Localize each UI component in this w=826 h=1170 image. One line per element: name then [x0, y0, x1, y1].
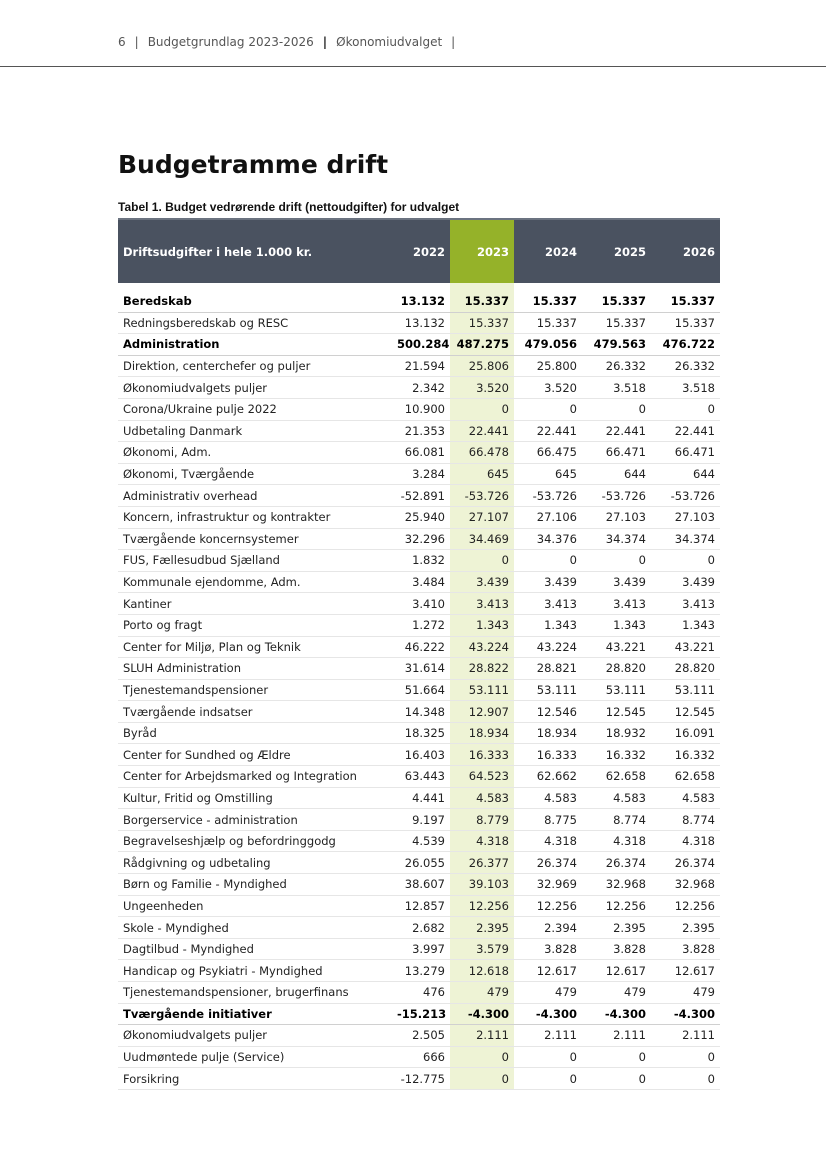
- table-row: [118, 506, 720, 528]
- column-header-2022: 2022: [392, 219, 450, 283]
- value-cell-2024: 32.969: [514, 874, 582, 896]
- value-cell-2023: 12.907: [450, 701, 514, 723]
- value-cell-2023: 3.520: [450, 377, 514, 399]
- value-cell-2023: 4.583: [450, 787, 514, 809]
- column-header-2026: 2026: [651, 219, 720, 283]
- page-header: [0, 0, 826, 67]
- value-cell-2023: 66.478: [450, 442, 514, 464]
- value-cell-2025: 3.518: [582, 377, 651, 399]
- value-cell-2024: 12.617: [514, 960, 582, 982]
- value-cell-2026: 2.111: [651, 1025, 720, 1047]
- value-cell-2026: 28.820: [651, 658, 720, 680]
- value-cell-2022: 26.055: [392, 852, 450, 874]
- value-cell-2026: 43.221: [651, 636, 720, 658]
- value-cell-2026: 27.103: [651, 506, 720, 528]
- value-cell-2022: 12.857: [392, 895, 450, 917]
- value-cell-2024: 479.056: [514, 334, 582, 356]
- value-cell-2026: 1.343: [651, 614, 720, 636]
- value-cell-2023: 12.618: [450, 960, 514, 982]
- table-row: [118, 960, 720, 982]
- value-cell-2026: 0: [651, 1046, 720, 1068]
- value-cell-2022: 476: [392, 982, 450, 1004]
- table-row: [118, 442, 720, 464]
- row-label: Borgerservice - administration: [118, 809, 392, 831]
- table-group-row: [118, 334, 720, 356]
- value-cell-2024: 27.106: [514, 506, 582, 528]
- value-cell-2025: 4.583: [582, 787, 651, 809]
- row-label: Center for Sundhed og Ældre: [118, 744, 392, 766]
- value-cell-2024: 2.394: [514, 917, 582, 939]
- value-cell-2025: 1.343: [582, 614, 651, 636]
- value-cell-2025: 12.617: [582, 960, 651, 982]
- value-cell-2025: 479: [582, 982, 651, 1004]
- row-label: Tjenestemandspensioner: [118, 679, 392, 701]
- value-cell-2026: 62.658: [651, 766, 720, 788]
- value-cell-2022: -52.891: [392, 485, 450, 507]
- value-cell-2022: -15.213: [392, 1003, 450, 1025]
- value-cell-2023: 12.256: [450, 895, 514, 917]
- value-cell-2026: 476.722: [651, 334, 720, 356]
- value-cell-2026: 16.091: [651, 722, 720, 744]
- table-row: [118, 787, 720, 809]
- value-cell-2023: 3.413: [450, 593, 514, 615]
- row-label: Administrativ overhead: [118, 485, 392, 507]
- row-label: Uudmøntede pulje (Service): [118, 1046, 392, 1068]
- row-label: Center for Miljø, Plan og Teknik: [118, 636, 392, 658]
- value-cell-2024: 3.828: [514, 938, 582, 960]
- table-row: [118, 636, 720, 658]
- value-cell-2023: 43.224: [450, 636, 514, 658]
- table-row: [118, 550, 720, 572]
- row-label: Kommunale ejendomme, Adm.: [118, 571, 392, 593]
- value-cell-2026: 0: [651, 398, 720, 420]
- value-cell-2023: 26.377: [450, 852, 514, 874]
- value-cell-2026: 2.395: [651, 917, 720, 939]
- budget-table-container: [118, 218, 720, 1090]
- row-label: Skole - Myndighed: [118, 917, 392, 939]
- value-cell-2022: 18.325: [392, 722, 450, 744]
- value-cell-2023: 4.318: [450, 830, 514, 852]
- value-cell-2025: 16.332: [582, 744, 651, 766]
- value-cell-2025: 26.374: [582, 852, 651, 874]
- section-name: Økonomiudvalget: [336, 35, 443, 49]
- value-cell-2025: 27.103: [582, 506, 651, 528]
- table-row: [118, 658, 720, 680]
- value-cell-2026: 66.471: [651, 442, 720, 464]
- value-cell-2026: 15.337: [651, 312, 720, 334]
- value-cell-2023: 16.333: [450, 744, 514, 766]
- value-cell-2023: 0: [450, 1068, 514, 1090]
- value-cell-2024: 8.775: [514, 809, 582, 831]
- value-cell-2022: 51.664: [392, 679, 450, 701]
- row-label: Beredskab: [118, 291, 392, 312]
- row-label: Udbetaling Danmark: [118, 420, 392, 442]
- value-cell-2023: 15.337: [450, 312, 514, 334]
- table-row: [118, 895, 720, 917]
- row-label: FUS, Fællesudbud Sjælland: [118, 550, 392, 572]
- value-cell-2025: 66.471: [582, 442, 651, 464]
- row-label: Porto og fragt: [118, 614, 392, 636]
- table-row: [118, 679, 720, 701]
- row-label: SLUH Administration: [118, 658, 392, 680]
- value-cell-2022: 3.410: [392, 593, 450, 615]
- value-cell-2025: 8.774: [582, 809, 651, 831]
- value-cell-2022: 16.403: [392, 744, 450, 766]
- value-cell-2025: 12.545: [582, 701, 651, 723]
- table-row: [118, 852, 720, 874]
- value-cell-2025: -4.300: [582, 1003, 651, 1025]
- table-group-row: [118, 1003, 720, 1025]
- table-row: [118, 938, 720, 960]
- value-cell-2026: 3.413: [651, 593, 720, 615]
- row-label: Byråd: [118, 722, 392, 744]
- value-cell-2024: 22.441: [514, 420, 582, 442]
- table-row: [118, 614, 720, 636]
- value-cell-2025: 15.337: [582, 291, 651, 312]
- spacer-cell: [582, 283, 651, 291]
- row-label: Rådgivning og udbetaling: [118, 852, 392, 874]
- value-cell-2026: -53.726: [651, 485, 720, 507]
- value-cell-2026: 0: [651, 1068, 720, 1090]
- value-cell-2024: 479: [514, 982, 582, 1004]
- value-cell-2023: 28.822: [450, 658, 514, 680]
- value-cell-2024: 4.318: [514, 830, 582, 852]
- value-cell-2025: 12.256: [582, 895, 651, 917]
- value-cell-2022: 10.900: [392, 398, 450, 420]
- row-label: Tværgående initiativer: [118, 1003, 392, 1025]
- value-cell-2022: 13.279: [392, 960, 450, 982]
- value-cell-2024: 645: [514, 463, 582, 485]
- value-cell-2022: -12.775: [392, 1068, 450, 1090]
- column-header-label: Driftsudgifter i hele 1.000 kr.: [118, 219, 392, 283]
- value-cell-2025: 62.658: [582, 766, 651, 788]
- value-cell-2022: 38.607: [392, 874, 450, 896]
- column-header-2023: 2023: [450, 219, 514, 283]
- table-row: [118, 917, 720, 939]
- row-label: Børn og Familie - Myndighed: [118, 874, 392, 896]
- value-cell-2023: 8.779: [450, 809, 514, 831]
- table-body: [118, 283, 720, 1089]
- value-cell-2024: 0: [514, 1046, 582, 1068]
- value-cell-2025: 644: [582, 463, 651, 485]
- value-cell-2023: 487.275: [450, 334, 514, 356]
- value-cell-2023: 0: [450, 1046, 514, 1068]
- value-cell-2026: 8.774: [651, 809, 720, 831]
- value-cell-2022: 1.272: [392, 614, 450, 636]
- value-cell-2023: 15.337: [450, 291, 514, 312]
- table-spacer: [118, 283, 720, 291]
- value-cell-2023: 0: [450, 550, 514, 572]
- value-cell-2024: 34.376: [514, 528, 582, 550]
- table-row: [118, 1068, 720, 1090]
- value-cell-2024: 12.256: [514, 895, 582, 917]
- value-cell-2025: 0: [582, 550, 651, 572]
- value-cell-2024: 25.800: [514, 355, 582, 377]
- spacer-cell: [514, 283, 582, 291]
- value-cell-2026: 53.111: [651, 679, 720, 701]
- spacer-cell: [651, 283, 720, 291]
- table-row: [118, 1025, 720, 1047]
- header-separator: |: [451, 35, 456, 49]
- row-label: Begravelseshjælp og befordringgodg: [118, 830, 392, 852]
- value-cell-2022: 25.940: [392, 506, 450, 528]
- value-cell-2023: 0: [450, 398, 514, 420]
- value-cell-2026: -4.300: [651, 1003, 720, 1025]
- value-cell-2023: 34.469: [450, 528, 514, 550]
- value-cell-2024: 43.224: [514, 636, 582, 658]
- value-cell-2022: 63.443: [392, 766, 450, 788]
- page-title: Budgetramme drift: [118, 150, 389, 179]
- value-cell-2024: 0: [514, 1068, 582, 1090]
- value-cell-2025: 18.932: [582, 722, 651, 744]
- table-row: [118, 355, 720, 377]
- value-cell-2025: 0: [582, 398, 651, 420]
- value-cell-2025: 22.441: [582, 420, 651, 442]
- row-label: Kantiner: [118, 593, 392, 615]
- table-row: [118, 722, 720, 744]
- value-cell-2022: 13.132: [392, 312, 450, 334]
- value-cell-2022: 2.342: [392, 377, 450, 399]
- row-label: Tværgående koncernsystemer: [118, 528, 392, 550]
- table-caption: Tabel 1. Budget vedrørende drift (nettoudgifter) for udvalget: [118, 200, 460, 214]
- value-cell-2022: 666: [392, 1046, 450, 1068]
- table-group-row: [118, 291, 720, 312]
- value-cell-2026: 34.374: [651, 528, 720, 550]
- table-row: [118, 982, 720, 1004]
- value-cell-2026: 644: [651, 463, 720, 485]
- value-cell-2025: 0: [582, 1068, 651, 1090]
- value-cell-2022: 1.832: [392, 550, 450, 572]
- value-cell-2023: 53.111: [450, 679, 514, 701]
- table-row: [118, 485, 720, 507]
- value-cell-2023: 27.107: [450, 506, 514, 528]
- spacer-cell: [450, 283, 514, 291]
- row-label: Økonomiudvalgets puljer: [118, 1025, 392, 1047]
- value-cell-2026: 15.337: [651, 291, 720, 312]
- value-cell-2024: 66.475: [514, 442, 582, 464]
- value-cell-2025: 3.439: [582, 571, 651, 593]
- row-label: Ungeenheden: [118, 895, 392, 917]
- value-cell-2025: 43.221: [582, 636, 651, 658]
- value-cell-2024: 15.337: [514, 312, 582, 334]
- value-cell-2022: 4.539: [392, 830, 450, 852]
- value-cell-2025: 34.374: [582, 528, 651, 550]
- document-title: Budgetgrundlag 2023-2026: [147, 35, 314, 49]
- value-cell-2025: 0: [582, 1046, 651, 1068]
- value-cell-2026: 12.617: [651, 960, 720, 982]
- value-cell-2026: 16.332: [651, 744, 720, 766]
- row-label: Kultur, Fritid og Omstilling: [118, 787, 392, 809]
- value-cell-2026: 3.518: [651, 377, 720, 399]
- table-row: [118, 766, 720, 788]
- value-cell-2025: 2.111: [582, 1025, 651, 1047]
- value-cell-2024: 2.111: [514, 1025, 582, 1047]
- value-cell-2024: 1.343: [514, 614, 582, 636]
- value-cell-2024: 28.821: [514, 658, 582, 680]
- value-cell-2024: 3.520: [514, 377, 582, 399]
- row-label: Økonomi, Tværgående: [118, 463, 392, 485]
- value-cell-2025: -53.726: [582, 485, 651, 507]
- table-row: [118, 809, 720, 831]
- value-cell-2025: 32.968: [582, 874, 651, 896]
- value-cell-2024: 12.546: [514, 701, 582, 723]
- row-label: Dagtilbud - Myndighed: [118, 938, 392, 960]
- value-cell-2026: 3.828: [651, 938, 720, 960]
- column-header-2025: 2025: [582, 219, 651, 283]
- value-cell-2026: 3.439: [651, 571, 720, 593]
- spacer-cell: [392, 283, 450, 291]
- row-label: Tjenestemandspensioner, brugerfinans: [118, 982, 392, 1004]
- value-cell-2026: 0: [651, 550, 720, 572]
- value-cell-2023: 1.343: [450, 614, 514, 636]
- row-label: Forsikring: [118, 1068, 392, 1090]
- value-cell-2026: 12.256: [651, 895, 720, 917]
- value-cell-2022: 32.296: [392, 528, 450, 550]
- value-cell-2023: 3.439: [450, 571, 514, 593]
- value-cell-2025: 3.413: [582, 593, 651, 615]
- table-row: [118, 571, 720, 593]
- value-cell-2024: -4.300: [514, 1003, 582, 1025]
- value-cell-2022: 3.484: [392, 571, 450, 593]
- table-row: [118, 1046, 720, 1068]
- value-cell-2023: 39.103: [450, 874, 514, 896]
- value-cell-2025: 26.332: [582, 355, 651, 377]
- table-row: [118, 528, 720, 550]
- value-cell-2023: 479: [450, 982, 514, 1004]
- value-cell-2025: 4.318: [582, 830, 651, 852]
- spacer-cell: [118, 283, 392, 291]
- value-cell-2022: 13.132: [392, 291, 450, 312]
- value-cell-2026: 32.968: [651, 874, 720, 896]
- value-cell-2023: 3.579: [450, 938, 514, 960]
- value-cell-2023: 645: [450, 463, 514, 485]
- value-cell-2024: 53.111: [514, 679, 582, 701]
- table-row: [118, 420, 720, 442]
- value-cell-2022: 4.441: [392, 787, 450, 809]
- header-separator: |: [134, 35, 139, 49]
- value-cell-2025: 53.111: [582, 679, 651, 701]
- row-label: Handicap og Psykiatri - Myndighed: [118, 960, 392, 982]
- table-row: [118, 830, 720, 852]
- value-cell-2023: 18.934: [450, 722, 514, 744]
- value-cell-2026: 4.583: [651, 787, 720, 809]
- table-row: [118, 744, 720, 766]
- budget-table: [118, 218, 720, 1090]
- header-text: [118, 35, 464, 49]
- value-cell-2025: 3.828: [582, 938, 651, 960]
- value-cell-2026: 22.441: [651, 420, 720, 442]
- value-cell-2024: 0: [514, 550, 582, 572]
- value-cell-2022: 2.682: [392, 917, 450, 939]
- table-row: [118, 593, 720, 615]
- value-cell-2022: 66.081: [392, 442, 450, 464]
- value-cell-2024: 15.337: [514, 291, 582, 312]
- value-cell-2024: -53.726: [514, 485, 582, 507]
- value-cell-2026: 4.318: [651, 830, 720, 852]
- row-label: Administration: [118, 334, 392, 356]
- value-cell-2023: -4.300: [450, 1003, 514, 1025]
- value-cell-2023: -53.726: [450, 485, 514, 507]
- row-label: Direktion, centerchefer og puljer: [118, 355, 392, 377]
- table-row: [118, 312, 720, 334]
- value-cell-2023: 22.441: [450, 420, 514, 442]
- header-separator: |: [322, 35, 328, 49]
- value-cell-2026: 26.374: [651, 852, 720, 874]
- value-cell-2022: 14.348: [392, 701, 450, 723]
- table-row: [118, 463, 720, 485]
- table-row: [118, 701, 720, 723]
- value-cell-2024: 3.439: [514, 571, 582, 593]
- value-cell-2026: 479: [651, 982, 720, 1004]
- value-cell-2022: 9.197: [392, 809, 450, 831]
- value-cell-2022: 46.222: [392, 636, 450, 658]
- column-header-2024: 2024: [514, 219, 582, 283]
- value-cell-2025: 28.820: [582, 658, 651, 680]
- row-label: Redningsberedskab og RESC: [118, 312, 392, 334]
- value-cell-2024: 62.662: [514, 766, 582, 788]
- value-cell-2022: 3.997: [392, 938, 450, 960]
- row-label: Center for Arbejdsmarked og Integration: [118, 766, 392, 788]
- table-head: [118, 219, 720, 283]
- value-cell-2022: 500.284: [392, 334, 450, 356]
- row-label: Corona/Ukraine pulje 2022: [118, 398, 392, 420]
- value-cell-2025: 2.395: [582, 917, 651, 939]
- value-cell-2026: 26.332: [651, 355, 720, 377]
- value-cell-2022: 3.284: [392, 463, 450, 485]
- table-row: [118, 874, 720, 896]
- row-label: Koncern, infrastruktur og kontrakter: [118, 506, 392, 528]
- value-cell-2024: 3.413: [514, 593, 582, 615]
- value-cell-2023: 25.806: [450, 355, 514, 377]
- value-cell-2023: 64.523: [450, 766, 514, 788]
- value-cell-2024: 16.333: [514, 744, 582, 766]
- value-cell-2024: 0: [514, 398, 582, 420]
- table-row: [118, 398, 720, 420]
- value-cell-2025: 15.337: [582, 312, 651, 334]
- value-cell-2022: 2.505: [392, 1025, 450, 1047]
- row-label: Økonomi, Adm.: [118, 442, 392, 464]
- page-number: 6: [118, 35, 126, 49]
- value-cell-2023: 2.395: [450, 917, 514, 939]
- row-label: Økonomiudvalgets puljer: [118, 377, 392, 399]
- value-cell-2024: 18.934: [514, 722, 582, 744]
- value-cell-2022: 31.614: [392, 658, 450, 680]
- value-cell-2023: 2.111: [450, 1025, 514, 1047]
- value-cell-2024: 4.583: [514, 787, 582, 809]
- value-cell-2026: 12.545: [651, 701, 720, 723]
- value-cell-2022: 21.594: [392, 355, 450, 377]
- row-label: Tværgående indsatser: [118, 701, 392, 723]
- value-cell-2024: 26.374: [514, 852, 582, 874]
- table-row: [118, 377, 720, 399]
- value-cell-2022: 21.353: [392, 420, 450, 442]
- value-cell-2025: 479.563: [582, 334, 651, 356]
